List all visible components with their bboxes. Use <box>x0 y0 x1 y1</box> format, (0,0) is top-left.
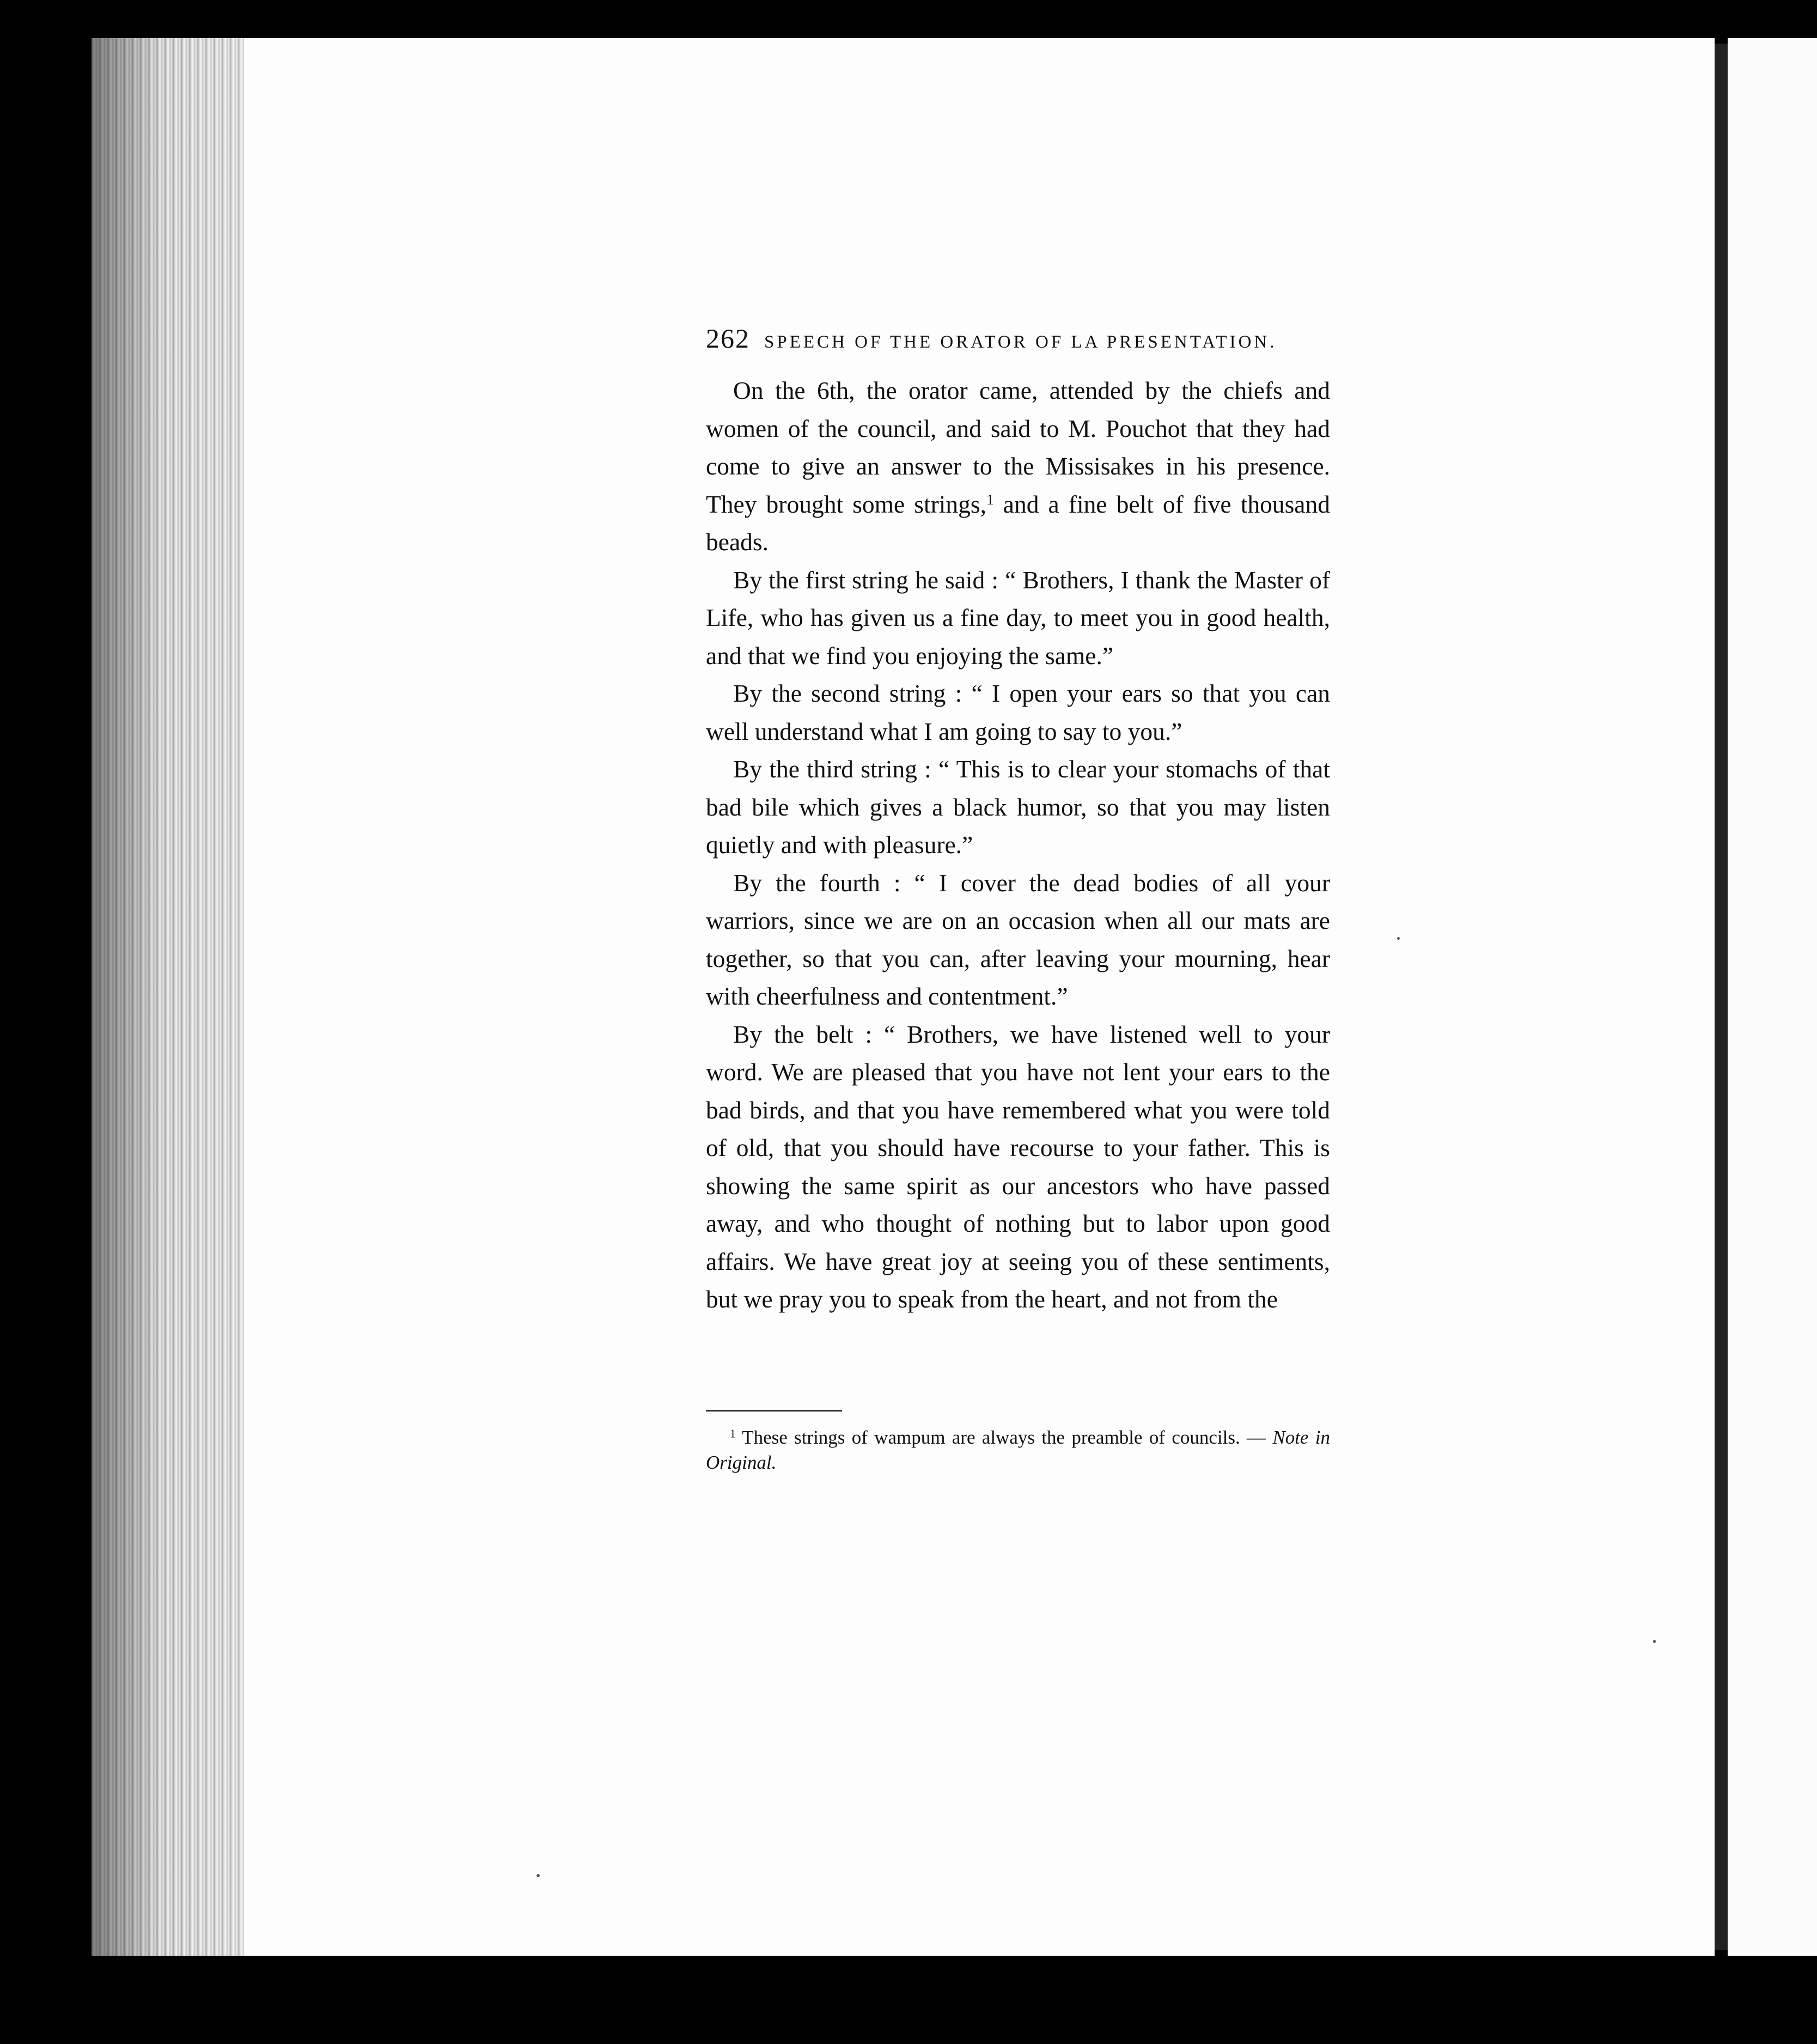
footnote-paragraph <box>706 1425 1330 1475</box>
footnote-source: Note in Original. <box>706 1427 1330 1473</box>
footnote <box>706 1425 1330 1475</box>
paragraph-1-part-a: On the 6th, the orator came, attended by the chiefs and women of the council, and said to M. Pouchot that they had come to give an answer to the Missisakes in his presence. They brought some strings, <box>706 376 1330 518</box>
scan-speck <box>536 1874 540 1877</box>
gutter-shadow <box>1715 44 1728 1950</box>
scan-speck <box>1397 937 1400 940</box>
footnote-rule <box>706 1410 842 1412</box>
body-text <box>706 372 1330 1318</box>
paragraph-3: By the second string : “ I open your ears so that you can well understand what I am going to say to you.” <box>706 679 1330 745</box>
footnote-reference: 1 <box>986 491 994 508</box>
paragraph-6: By the belt : “ Brothers, we have listened well to your word. We are pleased that you have not lent your ears to the bad birds, and that you have remembered what you were told of old, that you should have recourse to your father. This is showing the same spirit as our ancestors who have passed away, and who thought of nothing but to labor upon good affairs. We have great joy at seeing you of these sentiments, but we pray you to speak from the heart, and not from the <box>706 1020 1330 1313</box>
paragraph-1 <box>706 372 1330 561</box>
page-number: 262 <box>706 323 750 354</box>
footnote-marker: 1 <box>730 1427 736 1440</box>
footnote-text: These strings of wampum are always the preamble of councils. — <box>742 1427 1266 1448</box>
paragraph-4: By the third string : “ This is to clear your stomachs of that bad bile which gives a black humor, so that you may listen quietly and with pleasure.” <box>706 755 1330 859</box>
paragraph-2: By the first string he said : “ Brothers, I thank the Master of Life, who has given us a fine day, to meet you in good health, and that we find you enjoying the same.” <box>706 565 1330 670</box>
scan-speck <box>1653 1640 1656 1643</box>
paragraph-5: By the fourth : “ I cover the dead bodies of all your warriors, since we are on an occasion when all our mats are together, so that you can, after leaving your mourning, hear with cheerfulness and contentment.” <box>706 868 1330 1010</box>
running-head <box>706 323 1330 355</box>
running-title: SPEECH OF THE ORATOR OF LA PRESENTATION. <box>764 332 1277 352</box>
facing-page-edge <box>1728 38 1817 1956</box>
page-edges <box>92 38 249 1956</box>
paragraph-1-part-b: and a fine belt of five thousand beads. <box>706 490 1330 556</box>
